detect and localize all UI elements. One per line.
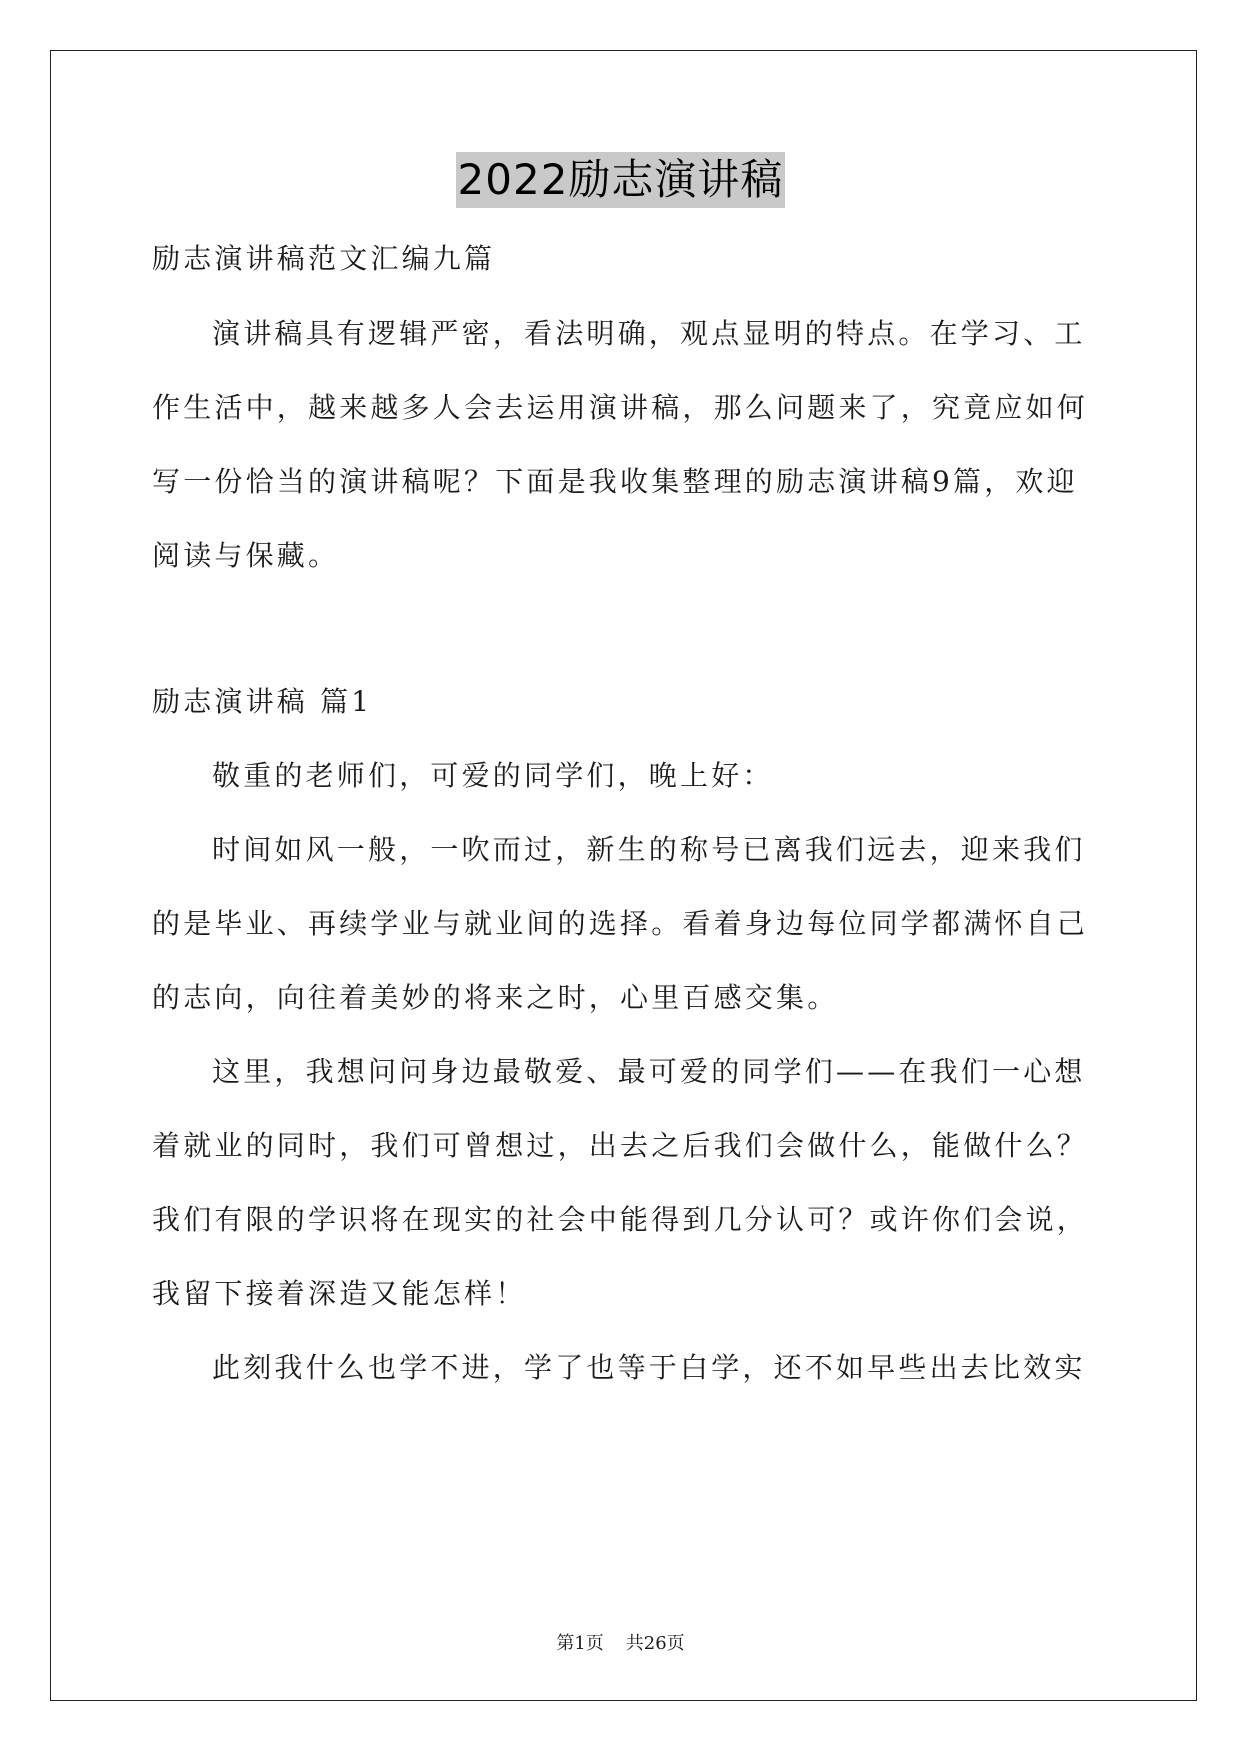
- paragraph-line: 的志向，向往着美妙的将来之时，心里百感交集。: [152, 981, 839, 1014]
- page-total: 共26页: [625, 1633, 685, 1654]
- page-number: 第1页: [556, 1633, 604, 1654]
- page-footer: [0, 1632, 1241, 1656]
- paragraph-line: 的是毕业、再续学业与就业间的选择。看着身边每位同学都满怀自己: [152, 907, 1089, 940]
- subtitle-line: 励志演讲稿范文汇编九篇: [152, 242, 496, 275]
- paragraph-line: 时间如风一般，一吹而过，新生的称号已离我们远去，迎来我们: [212, 833, 1086, 866]
- paragraph-line: 着就业的同时，我们可曾想过，出去之后我们会做什么，能做什么？: [152, 1129, 1089, 1162]
- document-title: 2022励志演讲稿: [456, 152, 786, 208]
- paragraph-line: 我留下接着深造又能怎样！: [152, 1277, 527, 1310]
- paragraph-line: 演讲稿具有逻辑严密，看法明确，观点显明的特点。在学习、工: [212, 317, 1086, 350]
- paragraph-line: 作生活中，越来越多人会去运用演讲稿，那么问题来了，究竟应如何: [152, 391, 1089, 424]
- paragraph-line: 这里，我想问问身边最敬爱、最可爱的同学们——在我们一心想: [212, 1055, 1086, 1088]
- paragraph-line: 写一份恰当的演讲稿呢？下面是我收集整理的励志演讲稿9篇，欢迎: [152, 465, 1078, 498]
- title-container: [0, 152, 1241, 208]
- paragraph-line: 阅读与保藏。: [152, 539, 340, 572]
- paragraph-line: 此刻我什么也学不进，学了也等于白学，还不如早些出去比效实: [212, 1351, 1086, 1384]
- paragraph-line: 敬重的老师们，可爱的同学们，晚上好：: [212, 759, 774, 792]
- paragraph-line: 我们有限的学识将在现实的社会中能得到几分认可？或许你们会说，: [152, 1203, 1089, 1236]
- page-border: [50, 50, 1197, 1701]
- section-heading: 励志演讲稿 篇1: [152, 685, 373, 718]
